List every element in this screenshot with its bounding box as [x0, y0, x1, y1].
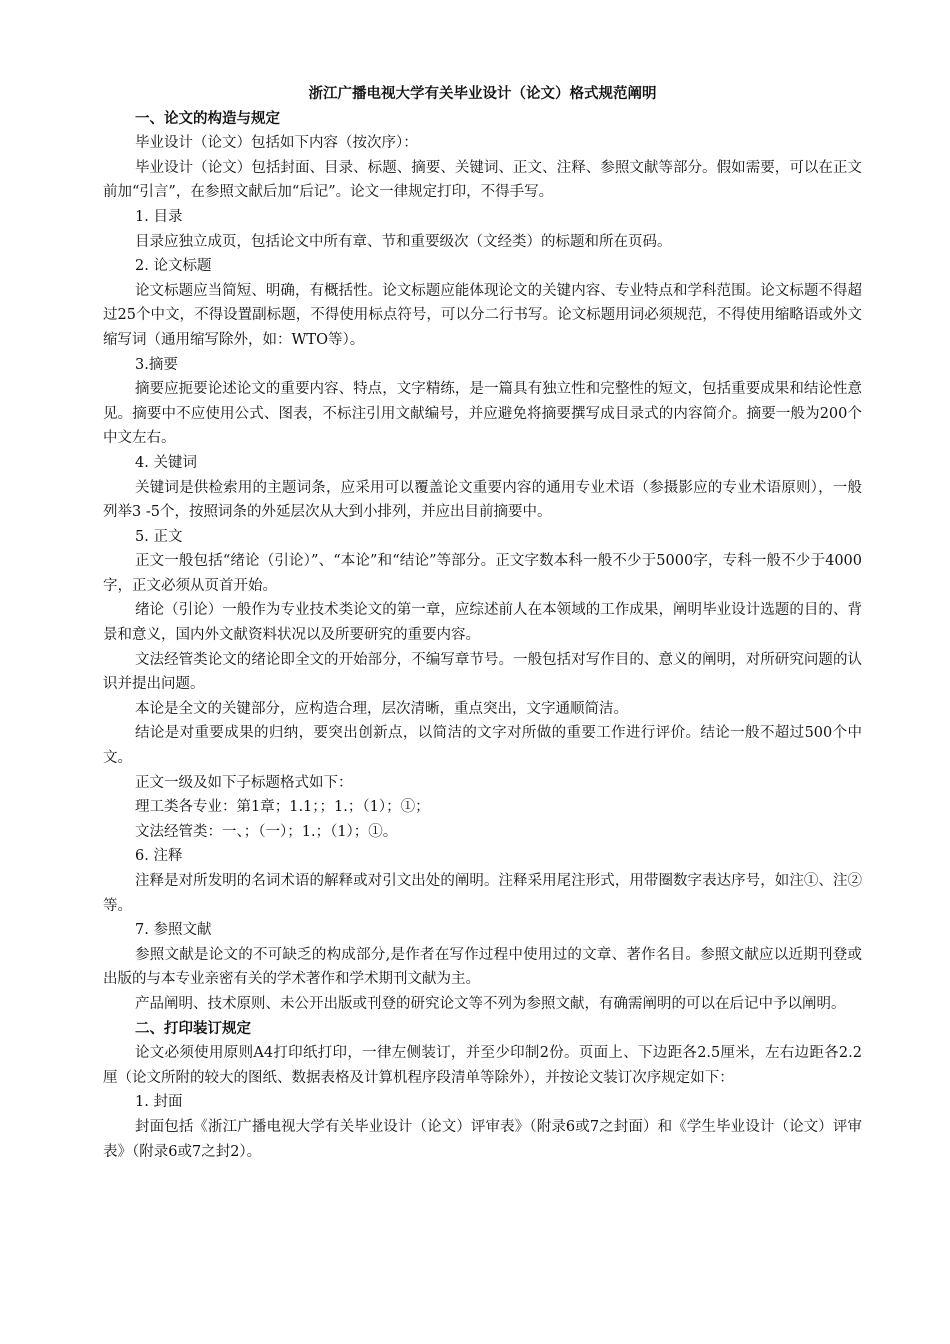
paragraph-cover: 封面包括《浙江广播电视大学有关毕业设计（论文）评审表》（附录6或7之封面）和《学生毕业设计（论文）评审表》（附录6或7之封2）。 [103, 1118, 862, 1160]
paragraph-body-2: 绪论（引论）一般作为专业技术类论文的第一章，应综述前人在本领域的工作成果，阐明毕业设计选题的目的、背景和意义，国内外文献资料状况以及所要研究的重要内容。 [103, 602, 862, 644]
paragraph-title: 论文标题应当简短、明确，有概括性。论文标题应能体现论文的关键内容、专业特点和学科范围。论文标题不得超过25个中文，不得设置副标题，不得使用标点符号，可以分二行书写。论文标题用词必须规范，不得使用缩略语或外文缩写词（通用缩写除外，如：WTO等）。 [103, 282, 862, 348]
section-heading-printing: 二、打印装订规定 [135, 1020, 251, 1037]
subheading-cover: 1. 封面 [135, 1094, 183, 1111]
paragraph-references-1: 参照文献是论文的不可缺乏的构成部分,是作者在写作过程中使用过的文章、著作名目。参照文献应以近期刊登或出版的与本专业亲密有关的学术著作和学术期刊文献为主。 [103, 946, 862, 988]
subheading-references: 7. 参照文献 [135, 922, 212, 939]
paragraph-body-6: 正文一级及如下子标题格式如下： [135, 774, 353, 791]
paragraph-intro-2: 毕业设计（论文）包括封面、目录、标题、摘要、关键词、正文、注释、参照文献等部分。假如需要，可以在正文前加“引言”，在参照文献后加“后记”。论文一律规定打印，不得手写。 [103, 159, 862, 201]
paragraph-body-5: 结论是对重要成果的归纳，要突出创新点，以简洁的文字对所做的重要工作进行评价。结论一般不超过500个中文。 [103, 725, 862, 767]
paragraph-printing: 论文必须使用原则A4打印纸打印，一律左侧装订，并至少印制2份。页面上、下边距各2.5厘米，左右边距各2.2厘（论文所附的较大的图纸、数据表格及计算机程序段清单等除外），并按论文装订次序规定如下： [103, 1045, 862, 1086]
document-title: 浙江广播电视大学有关毕业设计（论文）格式规范阐明 [308, 86, 657, 102]
subheading-abstract: 3.摘要 [135, 356, 178, 373]
subheading-notes: 6. 注释 [135, 848, 183, 865]
section-heading-structure: 一、论文的构造与规定 [135, 110, 280, 127]
paragraph-abstract: 摘要应扼要论述论文的重要内容、特点，文字精练，是一篇具有独立性和完整性的短文，包括重要成果和结论性意见。摘要中不应使用公式、图表，不标注引用文献编号，并应避免将摘要撰写成目录式的内容简介。摘要一般为200个中文左右。 [103, 381, 862, 447]
paragraph-keywords: 关键词是供检索用的主题词条，应采用可以覆盖论文重要内容的通用专业术语（参摄影应的专业术语原则），一般列举3 -5个，按照词条的外延层次从大到小排列，并应出目前摘要中。 [103, 479, 862, 521]
paragraph-body-7: 理工类各专业：第1章；1.1；；1.；（1）；①； [135, 799, 430, 816]
paragraph-intro-1: 毕业设计（论文）包括如下内容（按次序）： [135, 135, 418, 152]
paragraph-body-3: 文法经管类论文的绪论即全文的开始部分，不编写章节号。一般包括对写作目的、意义的阐明，对所研究问题的认识并提出问题。 [103, 651, 862, 693]
paragraph-body-1: 正文一般包括“绪论（引论）”、“本论”和“结论”等部分。正文字数本科一般不少于5000字，专科一般不少于4000字，正文必须从页首开始。 [103, 553, 862, 594]
paragraph-toc: 目录应独立成页，包括论文中所有章、节和重要级次（文经类）的标题和所在页码。 [135, 233, 672, 250]
subheading-keywords: 4. 关键词 [135, 454, 197, 471]
paragraph-references-2: 产品阐明、技术原则、未公开出版或刊登的研究论文等不列为参照文献，有确需阐明的可以在后记中予以阐明。 [135, 995, 846, 1012]
subheading-title: 2. 论文标题 [135, 258, 212, 275]
paragraph-notes: 注释是对所发明的名词术语的解释或对引文出处的阐明。注释采用尾注形式，用带圈数字表达序号，如注①、注②等。 [103, 873, 862, 914]
subheading-body: 5. 正文 [135, 528, 183, 545]
paragraph-body-4: 本论是全文的关键部分，应构造合理，层次清晰，重点突出，文字通顺简洁。 [135, 700, 628, 717]
paragraph-body-8: 文法经管类：一、；（一）；1.；（1）；①。 [135, 823, 398, 840]
subheading-toc: 1. 目录 [135, 208, 183, 225]
